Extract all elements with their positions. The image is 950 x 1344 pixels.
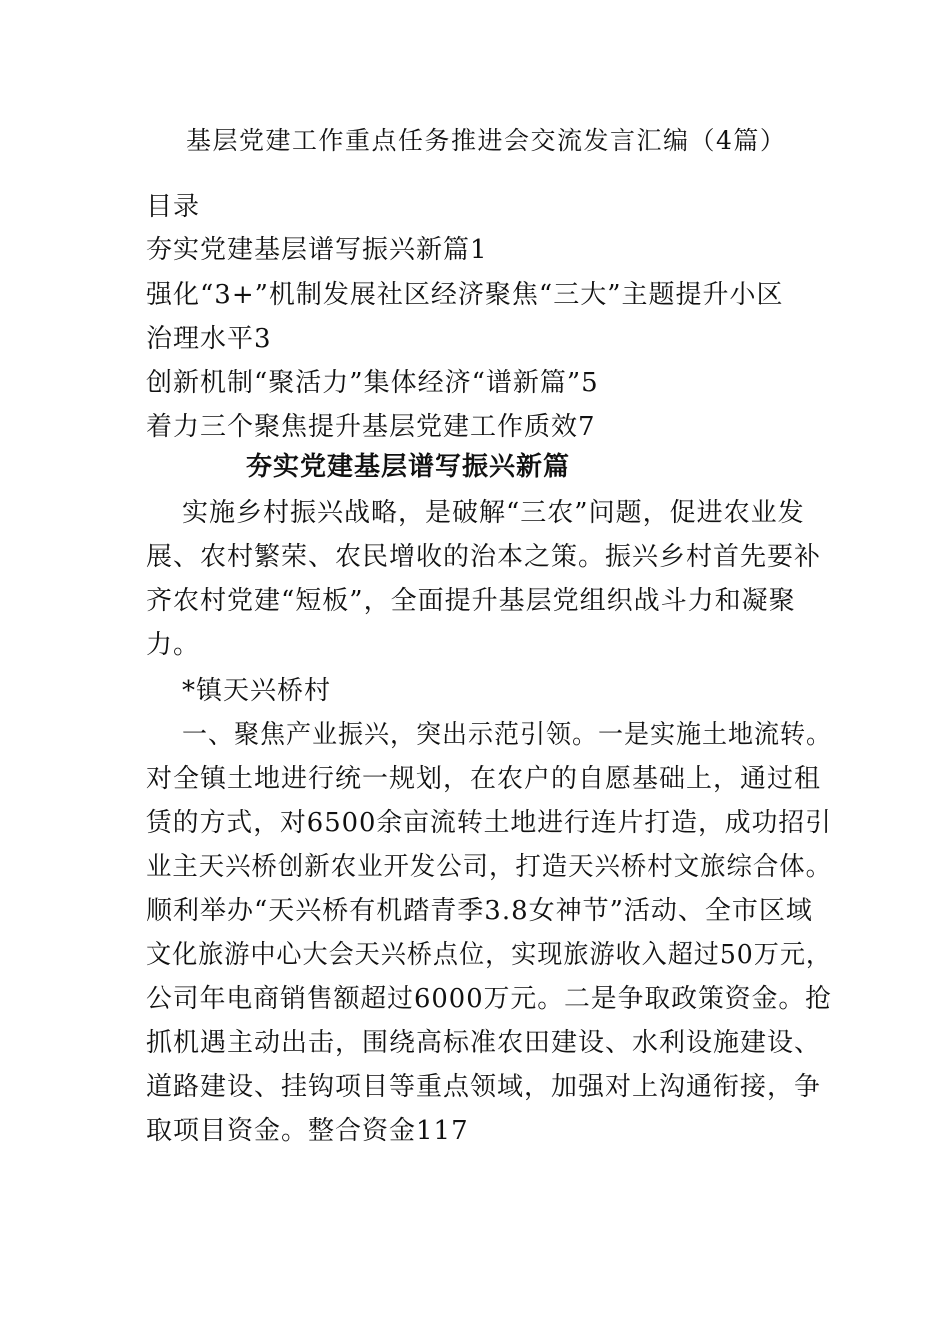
body-line: 齐农村党建“短板”，全面提升基层党组织战斗力和凝聚 [146, 586, 796, 616]
section-title: 夯实党建基层谱写振兴新篇 [246, 452, 571, 482]
toc-entry[interactable]: 治理水平3 [146, 324, 272, 354]
body-line: 抓机遇主动出击，围绕高标准农田建设、水利设施建设、 [146, 1028, 822, 1058]
body-line: 力。 [146, 630, 201, 660]
toc-heading: 目录 [146, 192, 201, 222]
body-line: 公司年电商销售额超过6000万元。二是争取政策资金。抢 [146, 984, 832, 1014]
body-line: 道路建设、挂钩项目等重点领域，加强对上沟通衔接，争 [146, 1072, 822, 1102]
toc-entry[interactable]: 强化“3+”机制发展社区经济聚焦“三大”主题提升小区 [146, 280, 784, 310]
village-name: *镇天兴桥村 [182, 676, 332, 706]
body-line: 展、农村繁荣、农民增收的治本之策。振兴乡村首先要补 [146, 542, 822, 572]
body-line: 实施乡村振兴战略，是破解“三农”问题，促进农业发 [182, 498, 805, 528]
body-line: 顺利举办“天兴桥有机踏青季3.8女神节”活动、全市区域 [146, 896, 813, 926]
toc-entry[interactable]: 着力三个聚焦提升基层党建工作质效7 [146, 412, 596, 442]
toc-entry[interactable]: 创新机制“聚活力”集体经济“谱新篇”5 [146, 368, 599, 398]
body-line: 文化旅游中心大会天兴桥点位，实现旅游收入超过50万元， [146, 940, 833, 970]
body-line: 对全镇土地进行统一规划，在农户的自愿基础上，通过租 [146, 764, 822, 794]
document-title: 基层党建工作重点任务推进会交流发言汇编（4篇） [186, 126, 787, 155]
body-line: 业主天兴桥创新农业开发公司，打造天兴桥村文旅综合体。 [146, 852, 833, 882]
body-line: 一、聚焦产业振兴，突出示范引领。一是实施土地流转。 [182, 720, 832, 750]
body-line: 赁的方式，对6500余亩流转土地进行连片打造，成功招引 [146, 808, 832, 838]
toc-entry[interactable]: 夯实党建基层谱写振兴新篇1 [146, 235, 488, 265]
body-line: 取项目资金。整合资金117 [146, 1116, 469, 1146]
